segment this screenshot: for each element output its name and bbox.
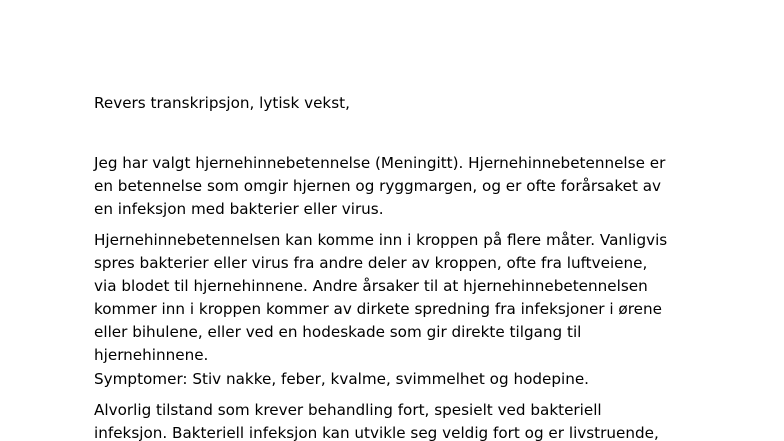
paragraph-line: Jeg har valgt hjernehinnebetennelse (Meningitt). Hjernehinnebetennelse er	[94, 154, 666, 172]
paragraph-line: Hjernehinnebetennelsen kan komme inn i kroppen på flere måter. Vanligvis	[94, 231, 668, 249]
paragraph-line: kommer inn i kroppen kommer av dirkete spredning fra infeksjoner i ørene	[94, 300, 662, 318]
paragraph-line: via blodet til hjernehinnene. Andre årsaker til at hjernehinnebetennelsen	[94, 277, 648, 295]
paragraph-line: infeksjon. Bakteriell infeksjon kan utvikle seg veldig fort og er livstruende,	[94, 424, 659, 441]
paragraph-symptoms	[94, 368, 734, 391]
paragraph-line: Symptomer: Stiv nakke, feber, kvalme, svimmelhet og hodepine.	[94, 370, 590, 388]
heading-line: Revers transkripsjon, lytisk vekst,	[94, 94, 350, 112]
document-heading	[94, 92, 734, 115]
paragraph-line: en betennelse som omgir hjernen og ryggmargen, og er ofte forårsaket av	[94, 177, 662, 195]
paragraph-transmission	[94, 229, 734, 367]
paragraph-line: eller bihulene, eller ved en hodeskade som gir direkte tilgang til	[94, 323, 582, 341]
paragraph-line: Alvorlig tilstand som krever behandling fort, spesielt ved bakteriell	[94, 401, 602, 419]
paragraph-treatment	[94, 399, 734, 441]
paragraph-line: spres bakterier eller virus fra andre deler av kroppen, ofte fra luftveiene,	[94, 254, 648, 272]
paragraph-meningitis-intro	[94, 152, 734, 221]
paragraph-line: en infeksjon med bakterier eller virus.	[94, 200, 384, 218]
paragraph-line: hjernehinnene.	[94, 346, 209, 364]
